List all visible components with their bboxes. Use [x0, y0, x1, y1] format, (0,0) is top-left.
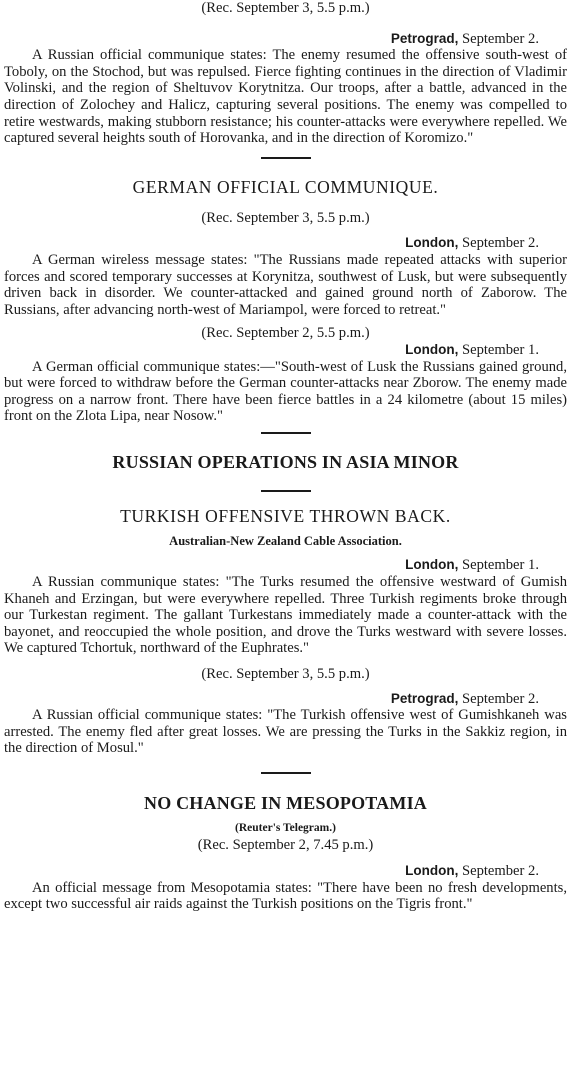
section-subheading: TURKISH OFFENSIVE THROWN BACK.: [120, 505, 451, 526]
section-rule: [261, 490, 311, 492]
dateline-place: London,: [405, 235, 459, 251]
dateline-place: London,: [405, 863, 459, 879]
dateline: [4, 557, 567, 574]
agency-line: (Reuter's Telegram.): [235, 822, 336, 834]
dateline: [4, 863, 567, 880]
dateline: [4, 342, 567, 359]
section-rule: [261, 772, 311, 774]
section-heading: NO CHANGE IN MESOPOTAMIA: [144, 793, 427, 813]
section-heading: GERMAN OFFICIAL COMMUNIQUE.: [132, 176, 439, 197]
dateline-place: Petrograd,: [390, 30, 459, 46]
article-paragraph: A Russian official communique states: "The Turkish offensive west of Gumishkaneh was arrested. The enemy fled after great losses. We are pressing the Turks in the Sakkiz region, in the direction of Mosul.": [4, 707, 567, 757]
dateline-place: London,: [405, 341, 459, 357]
article-paragraph: A German official communique states:—"South-west of Lusk the Russians gained ground, but were forced to withdraw before the German counter-attacks near Zborow. The enemy made progress on a narrow front. There have been fierce battles in a 24 kilometre (about 15 miles) front on the Zlota Lipa, near Nosow.": [4, 358, 567, 425]
dateline: [4, 235, 567, 252]
article-paragraph: A Russian communique states: "The Turks resumed the offensive westward of Gumish Khaneh and Erzingan, but were everywhere repelled. Three Turkish regiments broke through our Turkestan regiment. The gallant Turkestans immediately made a counter-attack with the bayonet, and reoccupied the whole position, and drove the Turks westward with severe losses. We captured Tchortuk, northward of the Euphrates.": [4, 574, 567, 657]
section-heading: RUSSIAN OPERATIONS IN ASIA MINOR: [112, 451, 459, 472]
received-line: (Rec. September 2, 7.45 p.m.): [197, 836, 374, 853]
dateline-place: London,: [405, 557, 459, 573]
section-rule: [261, 432, 311, 434]
dateline-date: September 1.: [461, 557, 539, 574]
dateline: [4, 691, 567, 708]
article-paragraph: A German wireless message states: "The Russians made repeated attacks with superior forces and scored temporary successes at Korynitza, southwest of Lusk, but were subsequently driven back in disorder. We counter-attacked and gained ground north of Zaborow. The Russians, after advancing north-west of Mariampol, were forced to retreat.": [4, 251, 567, 318]
article-paragraph: A Russian official communique states: The enemy resumed the offensive south-west of Toboly, on the Stochod, but was repulsed. Fierce fighting continues in the direction of Vladimir Volinski, and the region of Sheltuvov Korytnitza. Our troops, after a battle, advanced in the direction of Zolochey and Halicz, capturing several positions. The enemy was compelled to retire westwards, making stubborn resistance; his counter-attacks were everywhere repelled. We captured several heights south of Horovanka, and in the direction of Koromizo.": [4, 47, 567, 147]
section-rule: [261, 157, 311, 159]
dateline-place: Petrograd,: [390, 690, 459, 706]
received-line: (Rec. September 2, 5.5 p.m.): [201, 325, 370, 342]
dateline-date: September 2.: [461, 863, 539, 880]
received-line: (Rec. September 3, 5.5 p.m.): [201, 0, 370, 16]
dateline: [4, 31, 567, 48]
dateline-date: September 1.: [461, 341, 539, 358]
received-line: (Rec. September 3, 5.5 p.m.): [201, 666, 370, 683]
dateline-date: September 2.: [461, 30, 539, 47]
dateline-date: September 2.: [461, 690, 539, 707]
agency-line: Australian-New Zealand Cable Association.: [169, 533, 402, 548]
received-line: (Rec. September 3, 5.5 p.m.): [201, 209, 370, 226]
article-paragraph: An official message from Mesopotamia states: "There have been no fresh developments, except two successful air raids against the Turkish positions on the Tigris front.": [4, 879, 567, 913]
dateline-date: September 2.: [461, 235, 539, 252]
